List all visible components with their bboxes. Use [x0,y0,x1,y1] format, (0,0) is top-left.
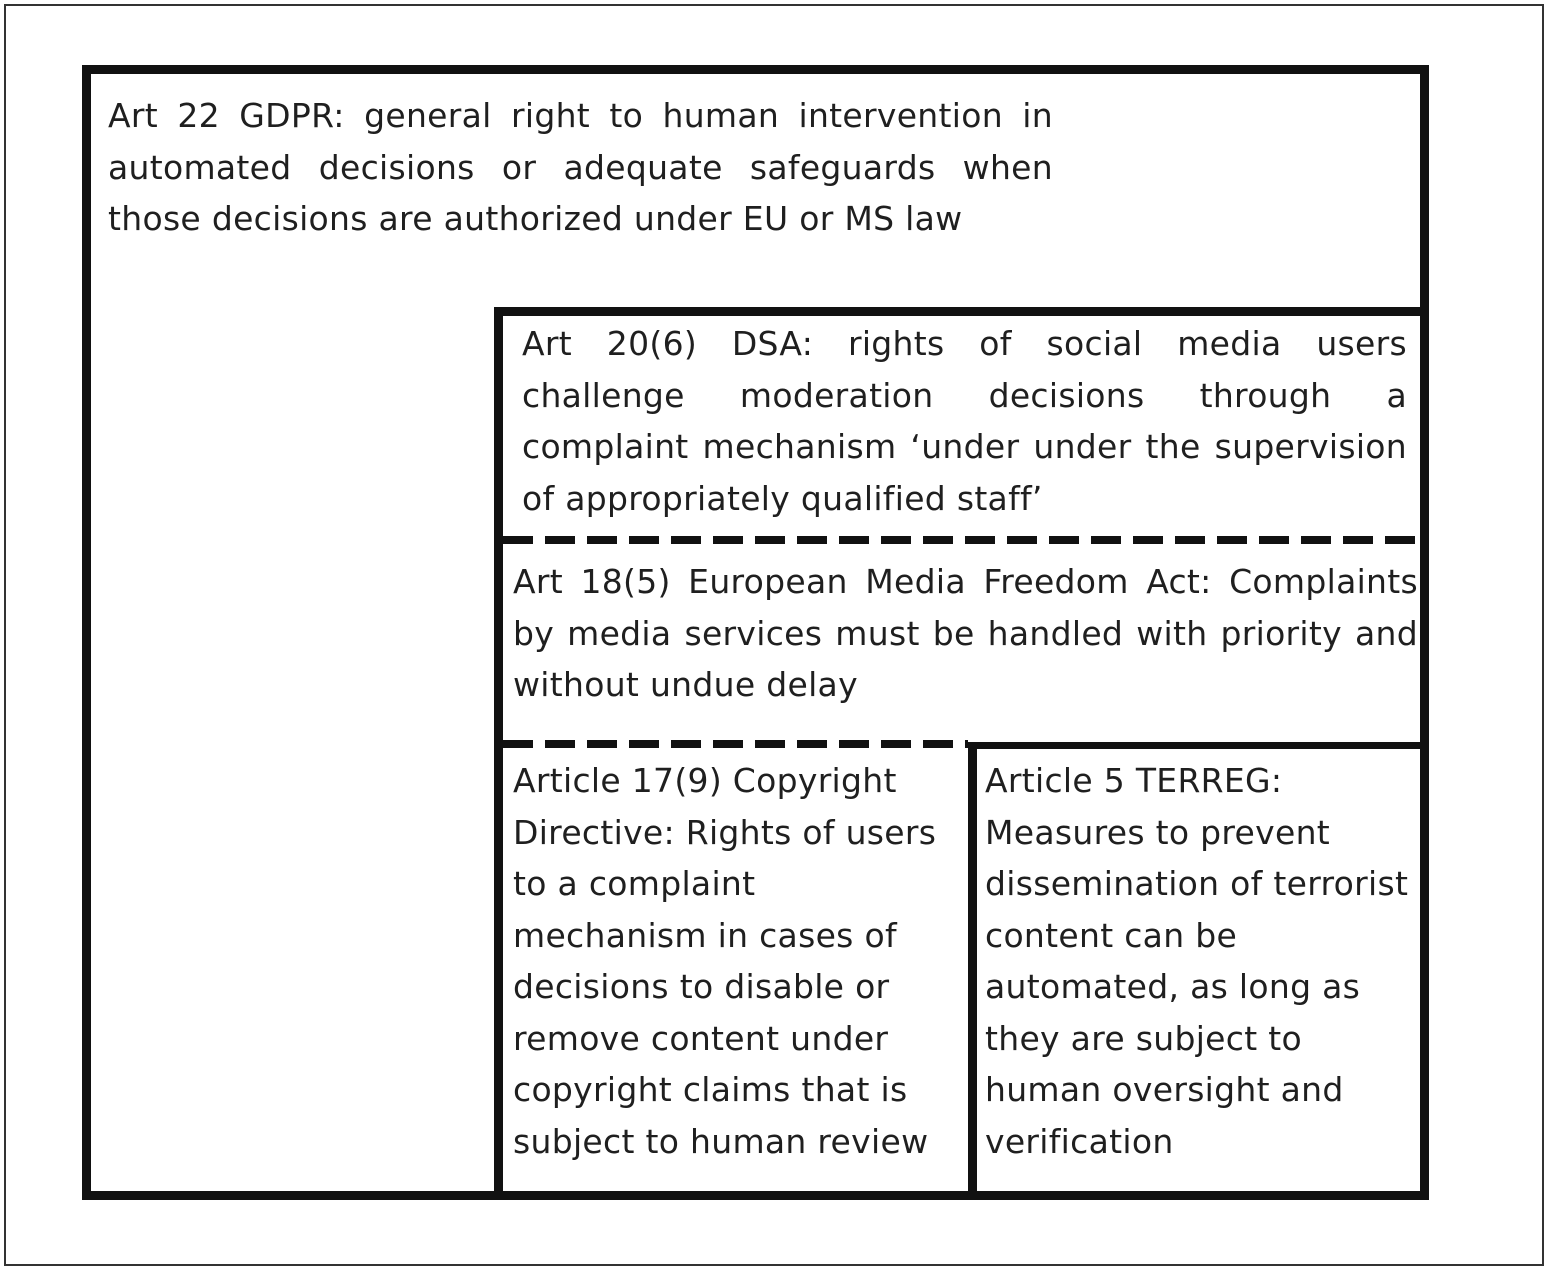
emfa-text: Art 18(5) European Media Freedom Act: Complaints by media services must be handled with priority and without undue delay [513,562,1418,704]
terreg-box-top-border [968,742,1429,749]
dsa-text: Art 20(6) DSA: rights of social media users challenge moderation decisions through a complaint mechanism ‘under under the supervision of appropriately qualified staff’ [522,324,1407,518]
gdpr-text: Art 22 GDPR: general right to human intervention in automated decisions or adequate safeguards when those decisions are authorized under EU or MS law [108,96,1053,238]
copyright-terreg-divider [968,742,977,1200]
copyright-directive-text: Article 17(9) Copyright Directive: Rights of users to a complaint mechanism in cases of decisions to disable or remove content under copyright claims that is subject to human review [513,761,937,1161]
emfa-copyright-dashed-divider [503,740,968,748]
terreg-text: Article 5 TERREG: Measures to prevent dissemination of terrorist content can be automated, as long as they are subject to human oversight and verification [985,761,1409,1161]
dsa-emfa-dashed-divider [503,536,1421,544]
